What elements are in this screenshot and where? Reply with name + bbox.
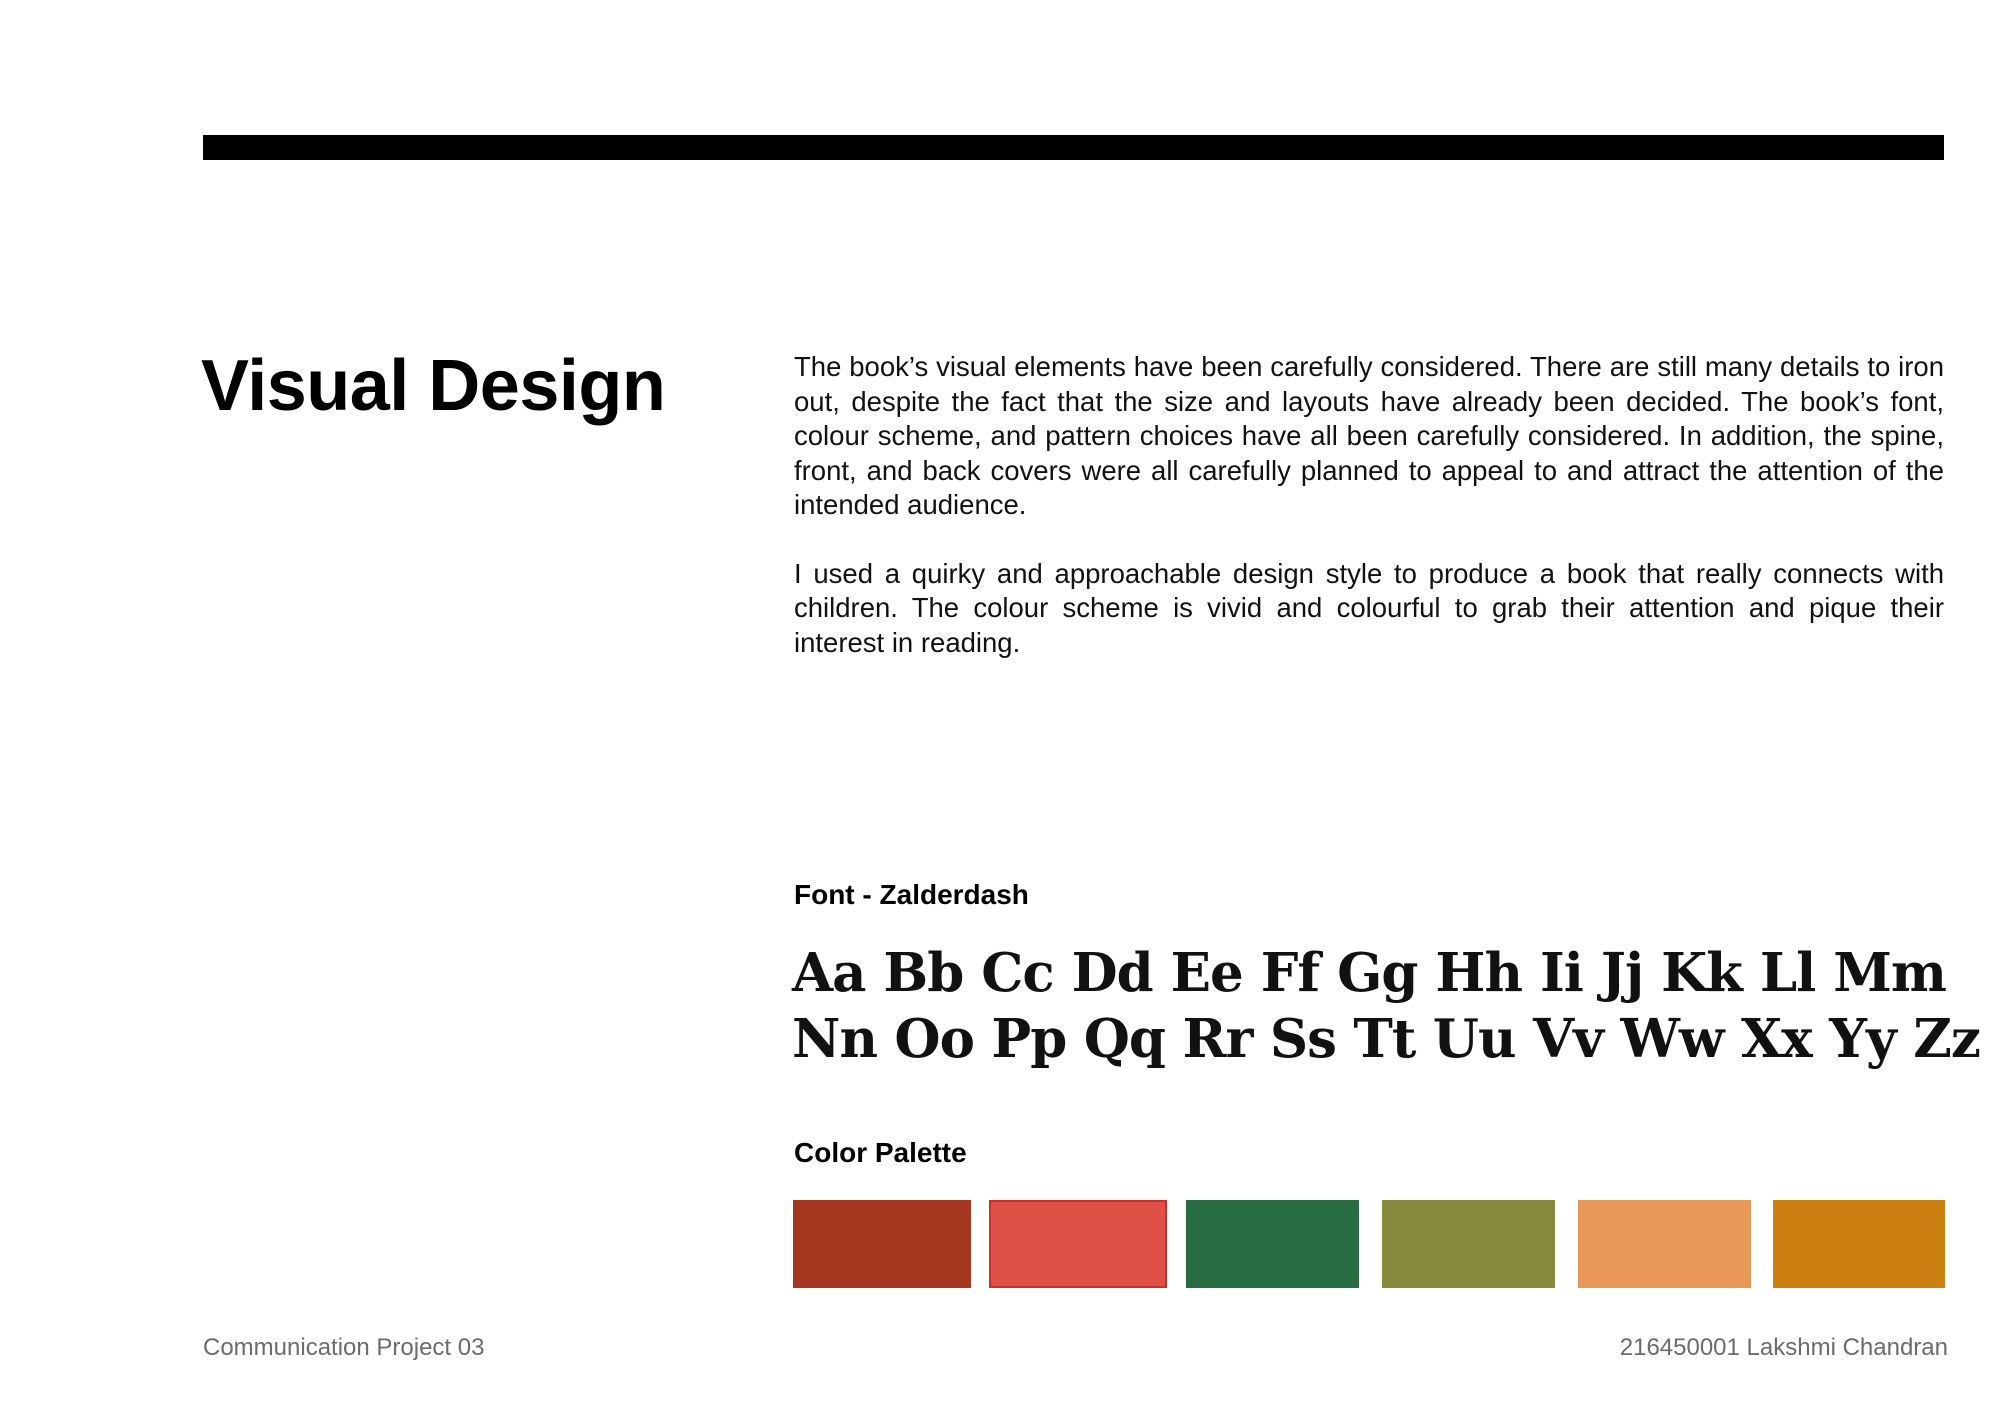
paragraph-intro: The book’s visual elements have been carefully considered. There are still many details to iron out, despite the fact that the size and layouts have already been decided. The book’s font, colour scheme, and pattern choices have all been carefully considered. In addition, the spine, front, and back covers were all carefully planned to appeal to and attract the attention of the intended audience. [794,351,1944,520]
color-palette [793,1200,1945,1288]
paragraph-style: I used a quirky and approachable design style to produce a book that really connects with children. The colour scheme is vivid and colourful to grab their attention and pique their interest in reading. [794,557,1944,658]
color-swatch [1186,1200,1359,1288]
footer-author: 216450001 Lakshmi Chandran [1619,1334,1948,1361]
top-rule [203,135,1944,160]
page-title: Visual Design [201,346,666,426]
font-heading: Font - Zalderdash [794,879,1029,910]
color-swatch [1773,1200,1945,1288]
body-text [794,350,1944,694]
font-sample-line-1: Aa Bb Cc Dd Ee Ff Gg Hh Ii Jj Kk Ll Mm [792,942,1946,1004]
footer-project-name: Communication Project 03 [203,1334,485,1361]
font-sample-line-2: Nn Oo Pp Qq Rr Ss Tt Uu Vv Ww Xx Yy Zz [792,1008,1981,1070]
color-swatch [1382,1200,1555,1288]
color-swatch [989,1200,1167,1288]
color-swatch [1578,1200,1751,1288]
font-sample [792,940,1981,1072]
palette-heading: Color Palette [794,1137,967,1168]
color-swatch [793,1200,971,1288]
